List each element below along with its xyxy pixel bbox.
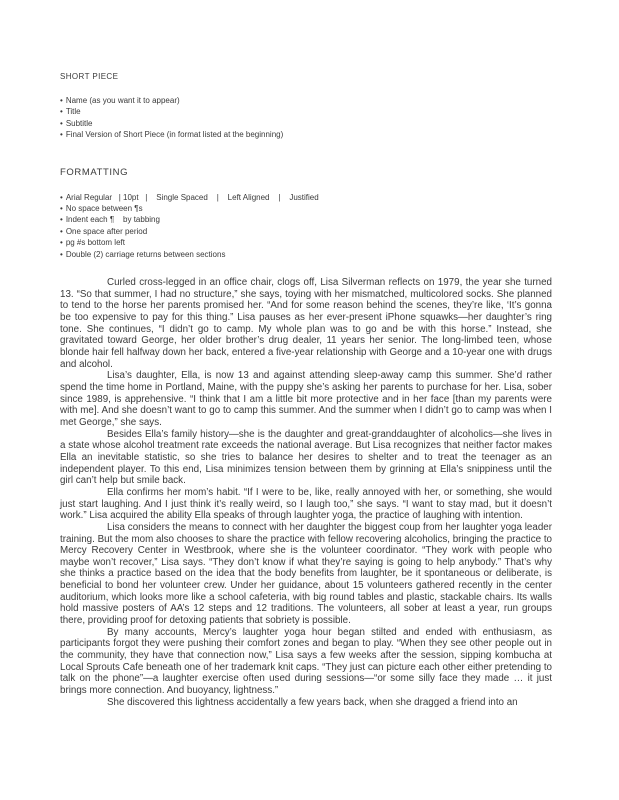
list-item — [60, 106, 552, 117]
list-item — [60, 203, 552, 214]
list-item — [60, 214, 552, 225]
formatting-rules-list — [60, 192, 552, 260]
list-item-text: No space between ¶s — [65, 204, 143, 214]
bullet-icon: • — [60, 192, 63, 202]
document-title: SHORT PIECE — [60, 72, 119, 81]
body-paragraph: By many accounts, Mercy’s laughter yoga hour began stilted and ended with enthusiasm, as participants forgot they were pushing their comfort zones and began to play. “When they see other people out in the community, they have that connection now,” Lisa says a few weeks after the session, sipping kombucha at Local Sprouts Cafe beneath one of her trademark knit caps. “They just can picture each other either pretending to talk on the phone”—a laughter exercise often used during sessions—“or some silly face they made … it just brings more connection. And buoyancy, lightness.” — [60, 626, 552, 697]
formatting-section-heading: FORMATTING — [60, 166, 129, 178]
list-item — [60, 237, 552, 248]
list-item-text: Name (as you want it to appear) — [65, 96, 180, 105]
list-item — [60, 129, 552, 140]
list-item — [60, 95, 552, 106]
bullet-icon: • — [60, 96, 63, 105]
list-item-text: Subtitle — [65, 118, 93, 128]
list-item-text: Title — [65, 107, 81, 117]
list-item-text: Indent each ¶ by tabbing — [65, 215, 160, 225]
list-item-text: pg #s bottom left — [65, 238, 125, 248]
article-body — [60, 277, 552, 708]
list-item-text: One space after period — [65, 226, 148, 236]
bullet-icon: • — [60, 118, 63, 128]
bullet-icon: • — [60, 249, 63, 259]
list-item-text: Double (2) carriage returns between sections — [65, 249, 226, 259]
list-item — [60, 226, 552, 237]
bullet-icon: • — [60, 130, 63, 140]
bullet-icon: • — [60, 204, 63, 214]
list-item-text: Final Version of Short Piece (in format listed at the beginning) — [65, 130, 284, 140]
list-item — [60, 192, 552, 203]
submission-checklist — [60, 95, 552, 141]
list-item — [60, 118, 552, 129]
body-paragraph: Ella confirms her mom’s habit. “If I were to be, like, really annoyed with her, or something, she would just start laughing. And I just think it’s really weird, so I laugh too,” she says. “I want to stay mad, but it doesn’t work.” Lisa acquired the ability Ella speaks of through laughter yoga, the practice of laughing with intention. — [60, 486, 552, 522]
body-paragraph: Lisa’s daughter, Ella, is now 13 and against attending sleep-away camp this summer. She’d rather spend the time home in Portland, Maine, with the puppy she’s asking her parents to purchase for her. Lisa, sober since 1989, is apprehensive. “I think that I am a little bit more protective and in her face [than my parents were with me]. And she doesn’t want to go to camp this summer. And the summer when I didn’t go to camp was when I met George,” she says. — [60, 370, 552, 428]
list-item — [60, 249, 552, 260]
body-paragraph: Lisa considers the means to connect with her daughter the biggest coup from her laughter yoga leader training. But the mom also chooses to share the practice with fellow recovering alcoholics, bringing the practice to Mercy Recovery Center in Westbrook, where she is the volunteer coordinator. “They work with people who maybe won’t recover,” Lisa says. “They don’t know if what they’re saying is going to help anybody.” That’s why she thinks a practice based on the idea that the body benefits from laughter, be it spontaneous or deliberate, is beneficial to bond her volunteer crew. Under her guidance, about 15 volunteers gathered recently in the center auditorium, which looks more like a school cafeteria, with big round tables and plastic, stackable chairs. Its walls hold massive posters of AA’s 12 steps and 12 traditions. The volunteers, all sober at least a year, run groups there, providing proof for detoxing patients that sobriety is possible. — [60, 521, 552, 627]
bullet-icon: • — [60, 226, 63, 236]
body-paragraph: She discovered this lightness accidentally a few years back, when she dragged a friend into an — [107, 696, 518, 708]
body-paragraph: Curled cross-legged in an office chair, clogs off, Lisa Silverman reflects on 1979, the year she turned 13. “So that summer, I had no structure,” she says, toying with her mismatched, multicolored socks. She planned to tend to the horse her parents promised her. “And for some reason behind the scenes, they’re like, ‘It’s gonna be too expensive to pay for this thing.” Lisa pauses as her ever-present iPhone squawks—her daughter’s ring tone. She continues, “I didn’t go to camp. My whole plan was to go and be with this horse.” Instead, she gravitated toward George, her older brother’s drug dealer, 11 years her senior. The long-limbed teen, whose blonde hair fell halfway down her back, entered a five-year relationship with George and a 10-year one with drugs and alcohol. — [60, 277, 552, 370]
list-item-text: Arial Regular | 10pt | Single Spaced | Left Aligned | Justified — [65, 192, 319, 202]
bullet-icon: • — [60, 238, 63, 248]
bullet-icon: • — [60, 215, 63, 225]
body-paragraph: Besides Ella’s family history—she is the daughter and great-granddaughter of alcoholics—she lives in a state whose alcohol treatment rate exceeds the national average. But Lisa recognizes that neither factor makes Ella an inevitable statistic, so she tries to balance her desires to shelter and to treat the teenager as an independent player. To this end, Lisa minimizes tension between them by grinning at Ella’s snippiness until the girl can’t help but smile back. — [60, 428, 552, 487]
bullet-icon: • — [60, 107, 63, 117]
